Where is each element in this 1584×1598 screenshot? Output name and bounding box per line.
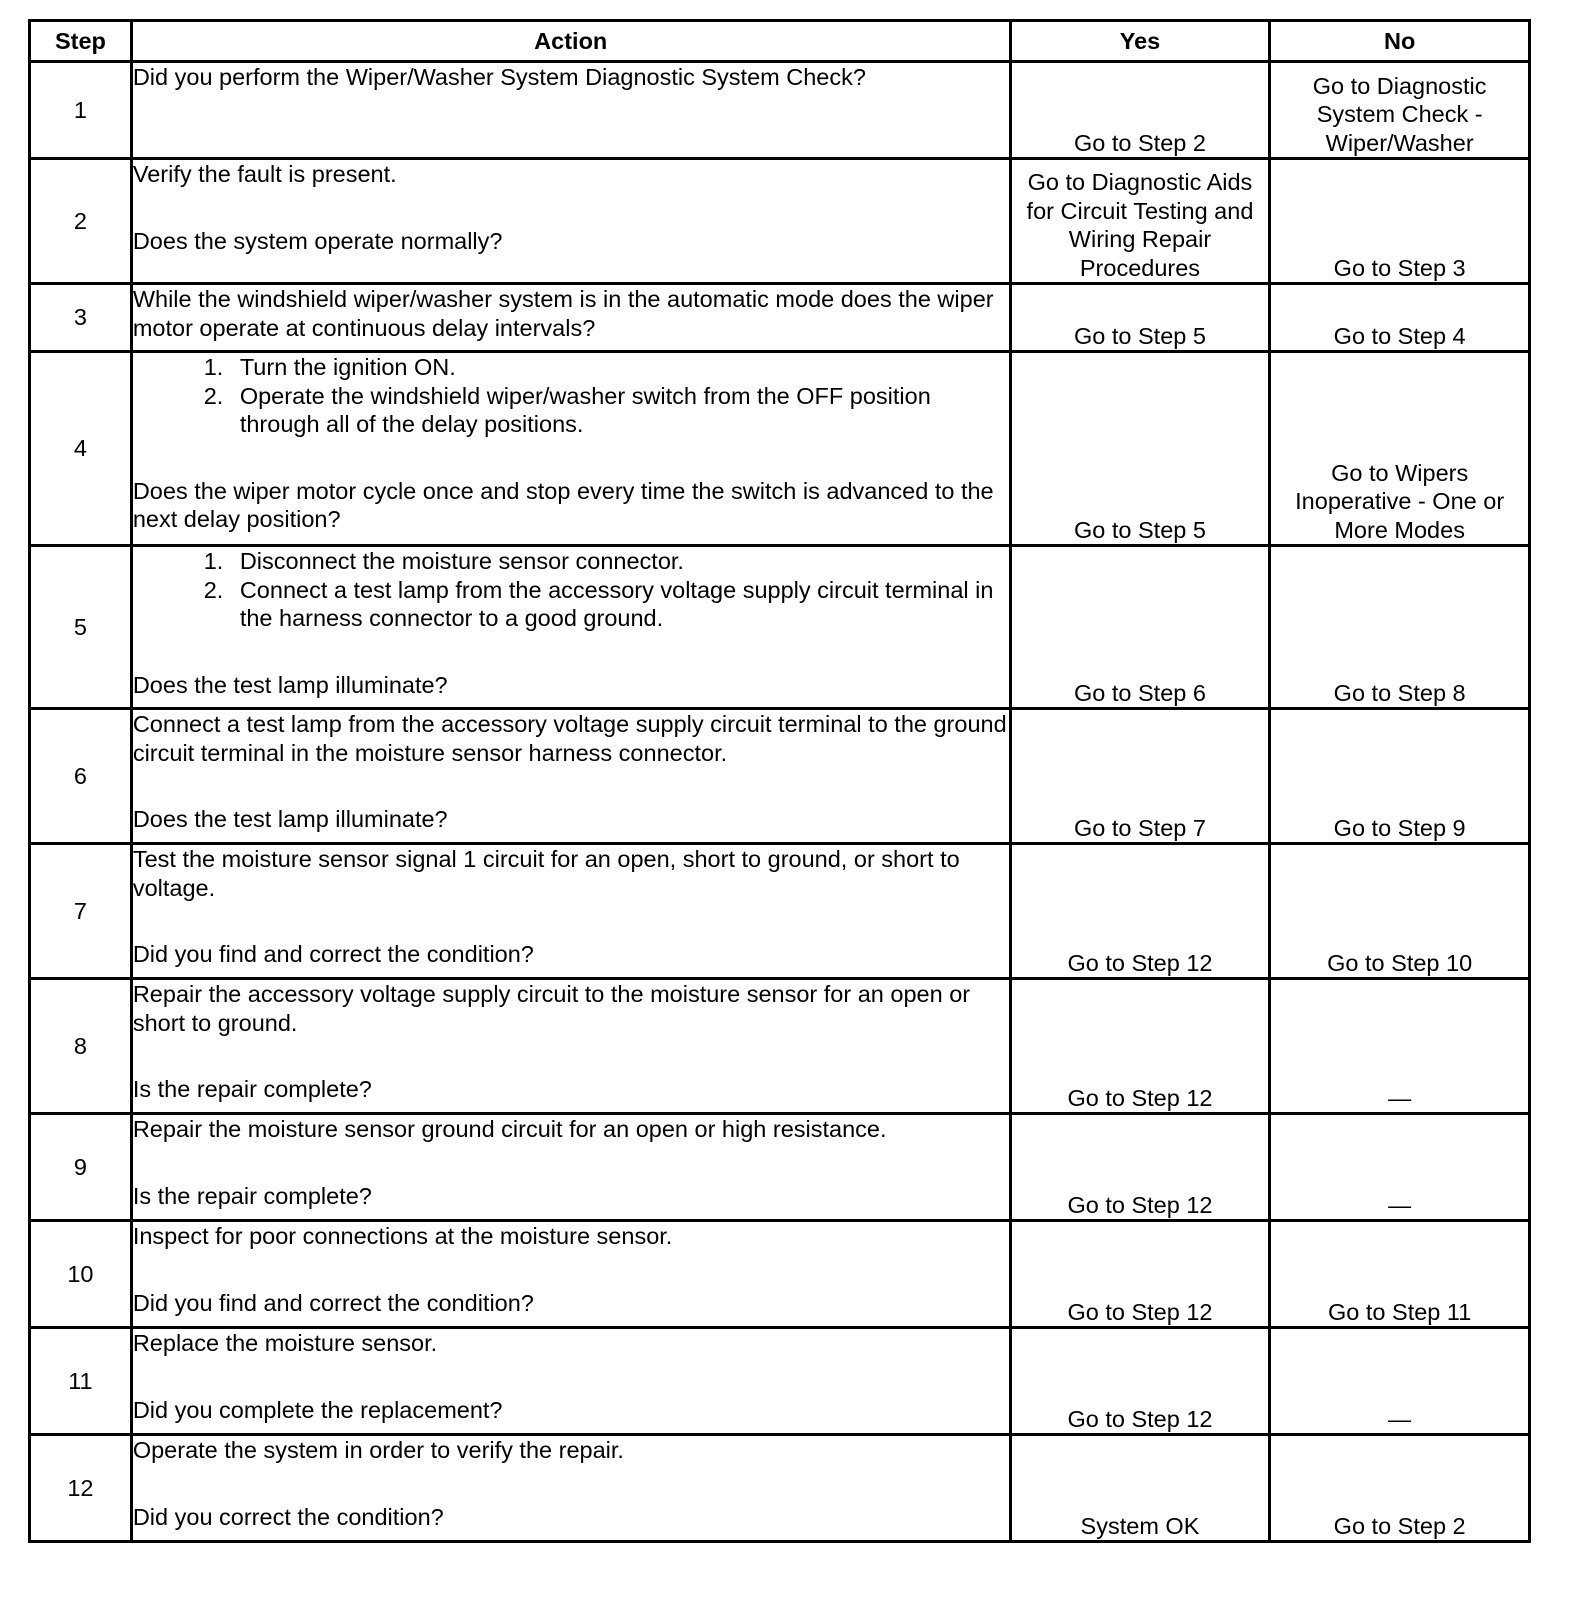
- no-cell: Go to Step 4: [1270, 284, 1530, 352]
- no-cell: Go to Step 11: [1270, 1221, 1530, 1328]
- step-number: 2: [30, 159, 132, 284]
- action-question: Did you find and correct the condition?: [132, 1289, 534, 1316]
- table-row: [30, 284, 1530, 352]
- list-item: 2. Connect a test lamp from the accessory voltage supply circuit terminal in the harness connector to a good ground.: [230, 576, 1009, 633]
- table-row: [30, 979, 1530, 1114]
- table-row: [30, 709, 1530, 844]
- action-text: Replace the moisture sensor.: [132, 1330, 438, 1356]
- no-cell: Go to Step 9: [1270, 709, 1530, 844]
- table-row: [30, 1114, 1530, 1221]
- header-row: [30, 21, 1530, 62]
- list-item: 2. Operate the windshield wiper/washer switch from the OFF position through all of the delay positions.: [230, 382, 1009, 439]
- yes-cell: Go to Diagnostic Aids for Circuit Testing and Wiring Repair Procedures: [1010, 159, 1270, 284]
- table-row: [30, 844, 1530, 979]
- yes-cell: Go to Step 12: [1010, 1114, 1270, 1221]
- step-number: 9: [30, 1114, 132, 1221]
- action-cell: [131, 979, 1010, 1114]
- no-cell: —: [1270, 979, 1530, 1114]
- no-cell: Go to Step 8: [1270, 546, 1530, 709]
- action-text: Did you perform the Wiper/Washer System Diagnostic System Check?: [132, 64, 866, 90]
- step-number: 3: [30, 284, 132, 352]
- diagnostic-table: [28, 19, 1531, 1543]
- action-question: Did you correct the condition?: [132, 1503, 444, 1530]
- action-question: Is the repair complete?: [132, 1076, 372, 1102]
- header-yes: Yes: [1010, 21, 1270, 62]
- table-row: [30, 352, 1530, 546]
- step-number: 5: [30, 546, 132, 709]
- yes-cell: Go to Step 12: [1010, 844, 1270, 979]
- step-number: 6: [30, 709, 132, 844]
- yes-cell: Go to Step 5: [1010, 352, 1270, 546]
- action-question: Did you complete the replacement?: [132, 1396, 503, 1423]
- table-row: [30, 1328, 1530, 1435]
- action-text: Verify the fault is present.: [132, 161, 397, 187]
- table-row: [30, 1221, 1530, 1328]
- action-question: Did you find and correct the condition?: [132, 941, 534, 967]
- action-cell: [131, 284, 1010, 352]
- no-cell: Go to Wipers Inoperative - One or More Modes: [1270, 352, 1530, 546]
- action-text: Operate the system in order to verify the repair.: [132, 1437, 624, 1463]
- step-number: 10: [30, 1221, 132, 1328]
- action-cell: [131, 1221, 1010, 1328]
- header-step: Step: [30, 21, 132, 62]
- action-question: Is the repair complete?: [132, 1182, 372, 1209]
- action-cell: [131, 1328, 1010, 1435]
- no-cell: Go to Step 2: [1270, 1435, 1530, 1542]
- action-steps: [133, 547, 1009, 633]
- action-text: Repair the moisture sensor ground circuit for an open or high resistance.: [132, 1116, 887, 1142]
- yes-cell: Go to Step 5: [1010, 284, 1270, 352]
- action-question: Does the test lamp illuminate?: [132, 806, 448, 832]
- no-cell: —: [1270, 1114, 1530, 1221]
- action-question: Does the system operate normally?: [132, 227, 503, 254]
- no-cell: Go to Step 10: [1270, 844, 1530, 979]
- no-cell: —: [1270, 1328, 1530, 1435]
- action-cell: [131, 844, 1010, 979]
- table-row: [30, 159, 1530, 284]
- header-no: No: [1270, 21, 1530, 62]
- action-cell: [131, 709, 1010, 844]
- action-cell: [131, 159, 1010, 284]
- list-item: 1. Disconnect the moisture sensor connector.: [230, 547, 1009, 576]
- step-number: 7: [30, 844, 132, 979]
- step-number: 8: [30, 979, 132, 1114]
- yes-cell: Go to Step 6: [1010, 546, 1270, 709]
- list-item: 1. Turn the ignition ON.: [230, 353, 1009, 382]
- table-row: [30, 546, 1530, 709]
- action-cell: [131, 546, 1010, 709]
- step-number: 11: [30, 1328, 132, 1435]
- action-text: Repair the accessory voltage supply circuit to the moisture sensor for an open or short to ground.: [132, 981, 971, 1036]
- action-text: Test the moisture sensor signal 1 circuit for an open, short to ground, or short to voltage.: [132, 846, 960, 901]
- table-row: [30, 62, 1530, 159]
- action-text: Inspect for poor connections at the moisture sensor.: [132, 1223, 673, 1249]
- action-cell: [131, 1114, 1010, 1221]
- yes-cell: Go to Step 2: [1010, 62, 1270, 159]
- yes-cell: Go to Step 7: [1010, 709, 1270, 844]
- table-row: [30, 1435, 1530, 1542]
- step-number: 1: [30, 62, 132, 159]
- step-number: 4: [30, 352, 132, 546]
- action-cell: [131, 352, 1010, 546]
- action-question: Does the test lamp illuminate?: [132, 671, 448, 698]
- yes-cell: Go to Step 12: [1010, 1221, 1270, 1328]
- yes-cell: Go to Step 12: [1010, 979, 1270, 1114]
- action-cell: [131, 62, 1010, 159]
- action-cell: [131, 1435, 1010, 1542]
- step-number: 12: [30, 1435, 132, 1542]
- header-action: Action: [131, 21, 1010, 62]
- yes-cell: Go to Step 12: [1010, 1328, 1270, 1435]
- no-cell: Go to Diagnostic System Check - Wiper/Washer: [1270, 62, 1530, 159]
- no-cell: Go to Step 3: [1270, 159, 1530, 284]
- yes-cell: System OK: [1010, 1435, 1270, 1542]
- action-text: Connect a test lamp from the accessory voltage supply circuit terminal to the ground circuit terminal in the moisture sensor harness connector.: [132, 711, 1007, 766]
- action-text: While the windshield wiper/washer system is in the automatic mode does the wiper motor operate at continuous delay intervals?: [132, 286, 994, 341]
- action-steps: [133, 353, 1009, 439]
- action-question: Does the wiper motor cycle once and stop every time the switch is advanced to the next delay position?: [132, 477, 994, 532]
